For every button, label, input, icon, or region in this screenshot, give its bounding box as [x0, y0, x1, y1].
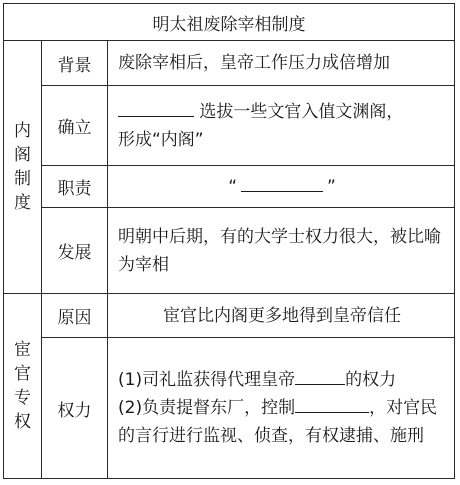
power-item1-tail: 的权力	[345, 370, 397, 390]
group-label-eunuch-power: 宦官专权	[14, 340, 31, 432]
row-content-reason: 宦官比内阁更多地得到皇帝信任	[108, 294, 455, 338]
establish-text-line2: 形成“内阁”	[118, 129, 204, 150]
open-quote: “	[228, 176, 237, 197]
power-item2-tail: ，对官民的言行进行监视、侦查，有权逮捕、施刑	[118, 398, 438, 446]
row-content-power	[108, 338, 455, 479]
history-summary-table	[3, 3, 455, 479]
row-label-establish: 确立	[42, 86, 108, 166]
row-label-duty: 职责	[42, 166, 108, 208]
answer-blank	[295, 366, 345, 385]
row-label-background: 背景	[42, 41, 108, 86]
row-label-power: 权力	[42, 338, 108, 479]
answer-blank	[241, 173, 323, 192]
group-label-inner-cabinet: 内阁制度	[14, 121, 31, 213]
row-content-development: 明朝中后期，有的大学士权力很大，被比喻为宰相	[108, 208, 455, 294]
table-title: 明太祖废除宰相制度	[4, 4, 455, 41]
row-content-duty	[108, 166, 455, 208]
power-item2-text: (2)负责提督东厂，控制	[118, 398, 296, 418]
row-label-development: 发展	[42, 208, 108, 294]
row-label-reason: 原因	[42, 294, 108, 338]
group-eunuch-power	[4, 294, 42, 479]
row-content-establish	[108, 86, 455, 166]
answer-blank	[295, 394, 369, 413]
close-quote: ”	[327, 176, 336, 197]
group-inner-cabinet	[4, 41, 42, 294]
establish-text: 选拔一些文官入值文渊阁，	[199, 101, 404, 122]
power-item1-text: (1)司礼监获得代理皇帝	[118, 370, 296, 390]
answer-blank	[118, 98, 194, 117]
row-content-background: 废除宰相后，皇帝工作压力成倍增加	[108, 41, 455, 86]
